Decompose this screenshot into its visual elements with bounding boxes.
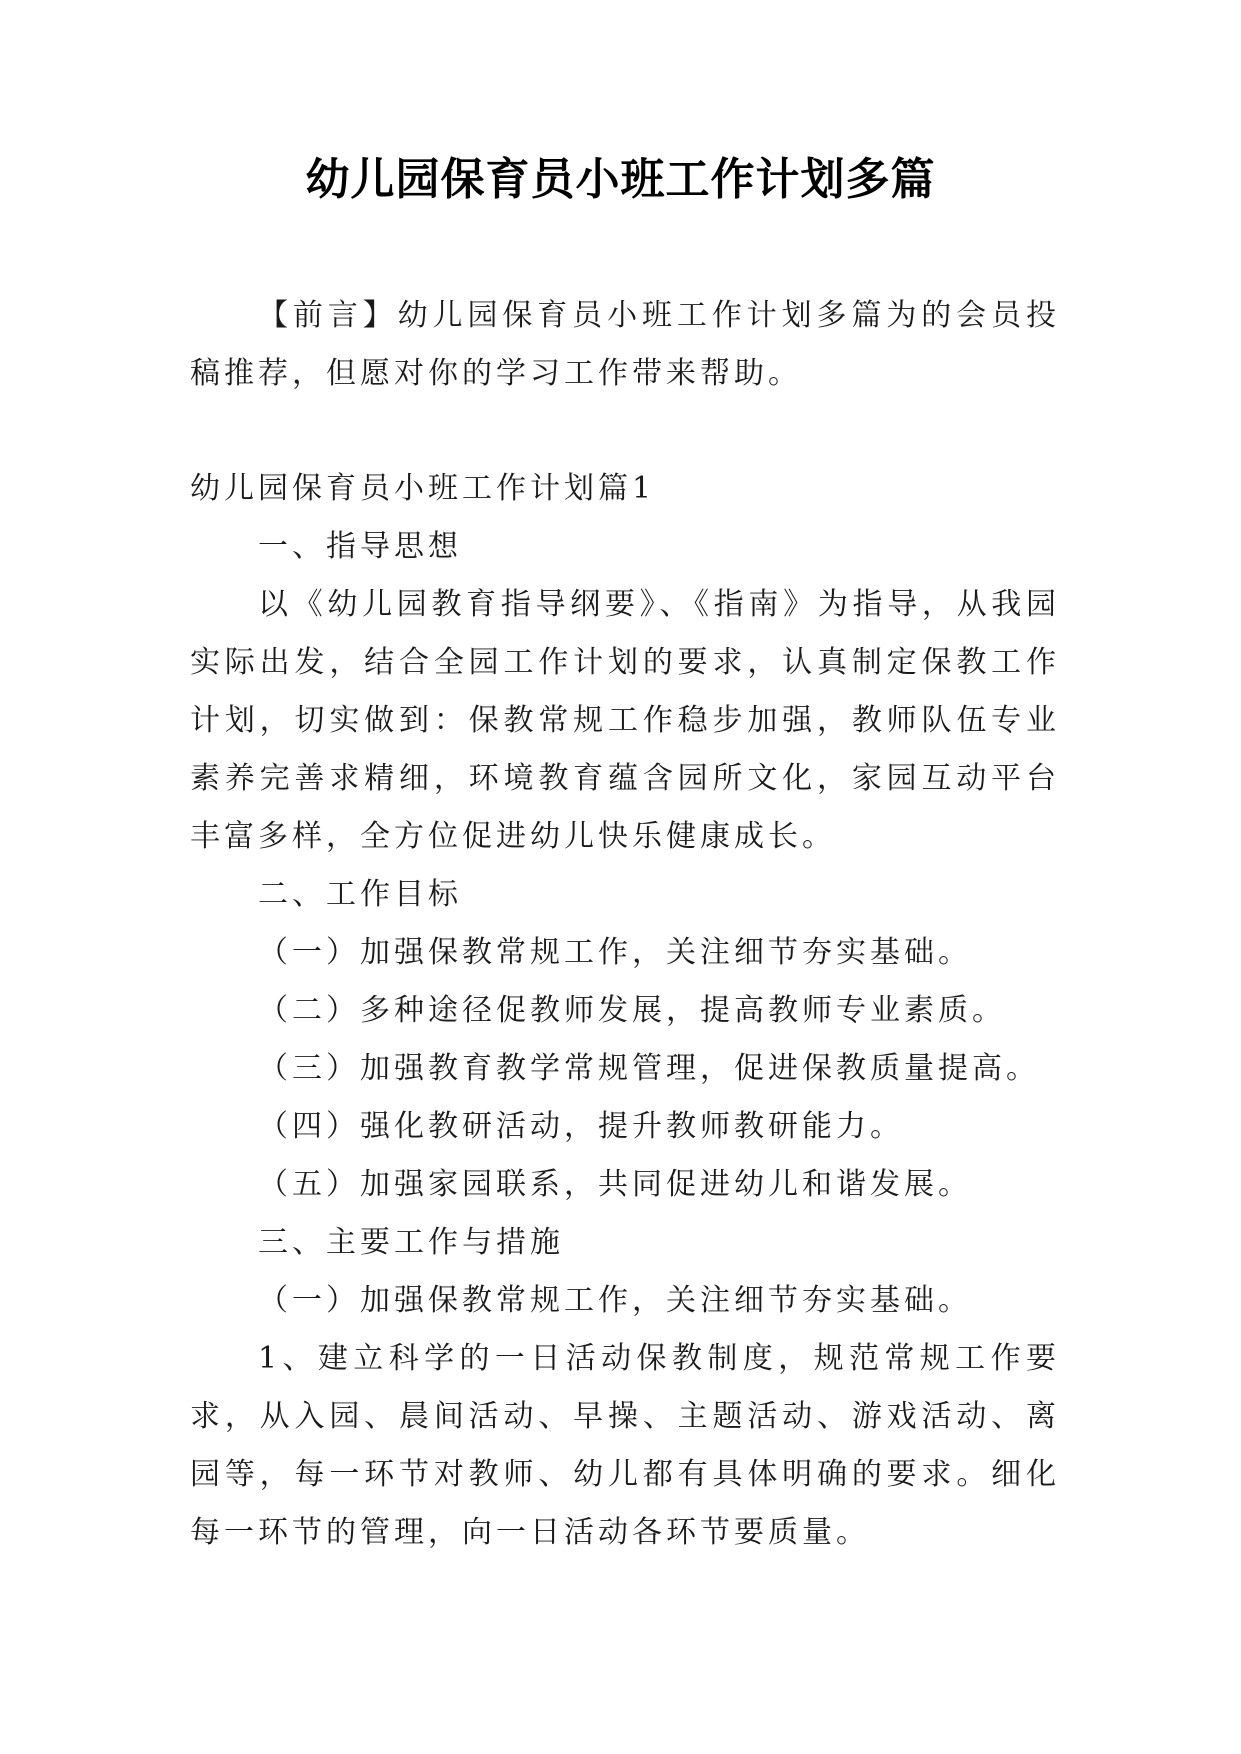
document-body: [190, 460, 1060, 1562]
paragraph-routine-work: 1、建立科学的一日活动保教制度，规范常规工作要求，从入园、晨间活动、早操、主题活动、游戏活动、离园等，每一环节对教师、幼儿都有具体明确的要求。细化每一环节的管理，向一日活动各环节要质量。: [190, 1341, 1060, 1550]
heading-guiding-ideology: 一、指导思想: [258, 529, 462, 564]
heading-main-work: 三、主要工作与措施: [258, 1225, 564, 1260]
goal-item: （三）加强教育教学常规管理，促进保教质量提高。: [258, 1051, 1040, 1086]
goal-item: （五）加强家园联系，共同促进幼儿和谐发展。: [258, 1167, 972, 1202]
goal-item: （一）加强保教常规工作，关注细节夯实基础。: [258, 935, 972, 970]
document-title: 幼儿园保育员小班工作计划多篇: [305, 154, 936, 205]
preface-paragraph: 【前言】幼儿园保育员小班工作计划多篇为的会员投稿推荐，但愿对你的学习工作带来帮助。: [190, 298, 1060, 391]
goal-item: （二）多种途径促教师发展，提高教师专业素质。: [258, 993, 1006, 1028]
subheading-routine-work: （一）加强保教常规工作，关注细节夯实基础。: [258, 1283, 972, 1318]
goal-item: （四）强化教研活动，提升教师教研能力。: [258, 1109, 904, 1144]
section-title: 幼儿园保育员小班工作计划篇1: [190, 471, 656, 506]
paragraph-guiding-ideology: 以《幼儿园教育指导纲要》、《指南》为指导，从我园实际出发，结合全园工作计划的要求，认真制定保教工作计划，切实做到：保教常规工作稳步加强，教师队伍专业素养完善求精细，环境教育蕴含园所文化，家园互动平台丰富多样，全方位促进幼儿快乐健康成长。: [190, 587, 1060, 854]
heading-work-goals: 二、工作目标: [258, 877, 462, 912]
